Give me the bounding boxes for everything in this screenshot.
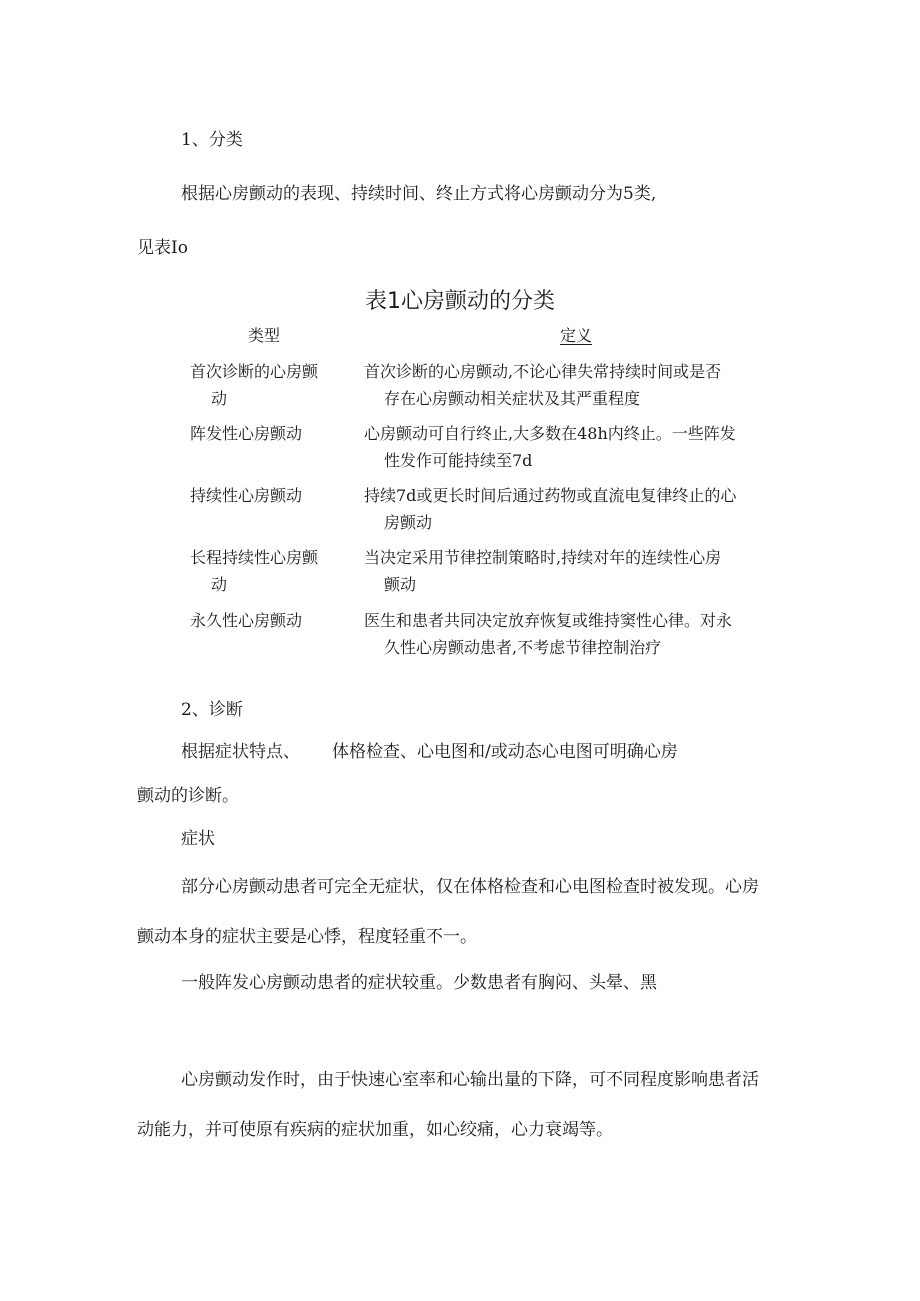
table-row-2-type [190,420,302,447]
table-cell-text: 医生和患者共同决定放弃恢复或维持窦性心律。对永 [364,611,733,630]
section2-paragraph2-line2: 颤动本身的症状主要是心悸，程度轻重不一。 [137,927,477,947]
table-cell-text: 动 [211,389,228,408]
section2-paragraph1-part2: 体格检查、心电图和/或动态心电图可明确心房 [332,742,678,762]
section2-paragraph4-line1: 心房颤动发作时，由于快速心室率和心输出量的下降，可不同程度影响患者活 [181,1070,759,1090]
table-cell-text: 永久性心房颤动 [190,611,303,630]
table-cell-text: 久性心房颤动患者,不考虑节律控制治疗 [384,638,662,657]
table-cell-text: 持续7d或更长时间后通过药物或直流电复律终止的心 [364,486,737,505]
table-header-type: 类型 [248,326,281,345]
symptoms-subheading: 症状 [181,829,215,849]
table-cell-text: 阵发性心房颤动 [190,424,303,443]
table-cell-text: 首次诊断的心房颤动,不论心律失常持续时间或是否 [364,362,722,381]
table-row-2-definition [364,420,736,474]
table-row-3-definition [364,482,736,536]
section1-paragraph-line1: 根据心房颤动的表现、持续时间、终止方式将心房颤动分为5类, [181,184,657,204]
table-row-1-definition [364,358,721,412]
section1-heading: 1、分类 [181,130,243,150]
table-cell-text: 性发作可能持续至7d [384,451,533,470]
section2-heading: 2、诊断 [181,700,243,720]
table-cell-text: 持续性心房颤动 [190,486,303,505]
table-row-5-definition [364,607,732,661]
section1-paragraph-line2: 见表Io [137,238,188,258]
table-cell-text: 存在心房颤动相关症状及其严重程度 [384,389,641,408]
table-cell-text: 当决定采用节律控制策略时,持续对年的连续性心房 [364,548,722,567]
table-row-3-type [190,482,302,509]
table-cell-text: 颤动 [384,575,417,594]
table-cell-text: 长程持续性心房颤 [190,548,319,567]
table-cell-text: 首次诊断的心房颤 [190,362,319,381]
section2-paragraph1-part1: 根据症状特点、 [181,742,300,762]
table-header-definition: 定义 [560,326,593,345]
section2-paragraph4-line2: 动能力，并可使原有疾病的症状加重，如心绞痛，心力衰竭等。 [137,1120,613,1140]
table-title: 表1心房颤动的分类 [365,289,555,314]
table-cell-text: 心房颤动可自行终止,大多数在48h内终止。一些阵发 [364,424,736,443]
table-row-1-type [190,358,318,412]
section2-paragraph2-line1: 部分心房颤动患者可完全无症状，仅在体格检查和心电图检查时被发现。心房 [181,877,759,897]
table-row-4-definition [364,544,721,598]
table-row-5-type [190,607,302,634]
table-cell-text: 房颤动 [384,513,433,532]
table-cell-text: 动 [211,575,228,594]
section2-paragraph3-line1: 一般阵发心房颤动患者的症状较重。少数患者有胸闷、头晕、黑 [181,973,657,993]
table-row-4-type [190,544,318,598]
section2-paragraph1-line2: 颤动的诊断。 [137,786,239,806]
